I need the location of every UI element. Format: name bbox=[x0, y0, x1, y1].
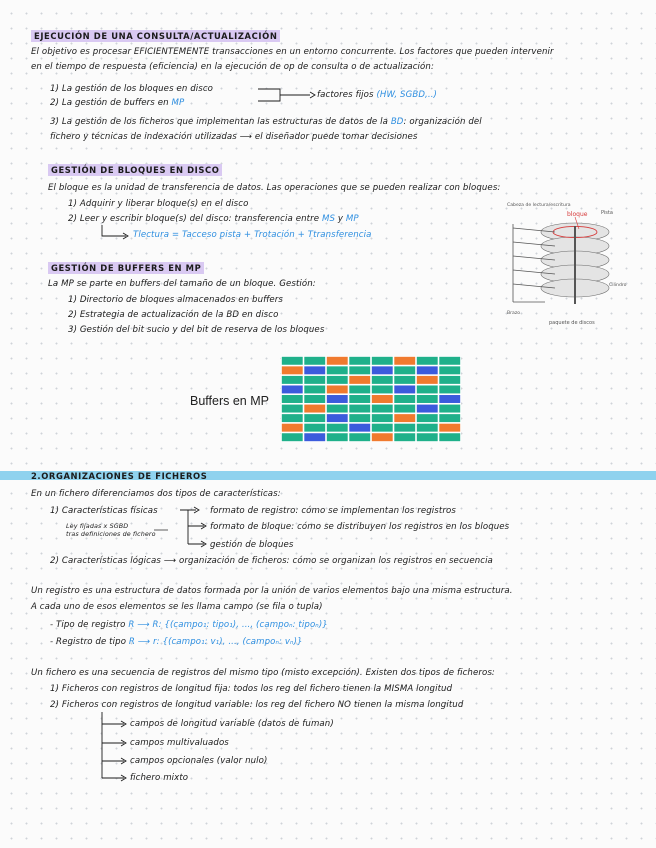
s4-paragraph-4: Un fichero es una secuencia de registros del mismo tipo (misto excepción). Existen dos tipos de ficheros: bbox=[31, 668, 495, 678]
buffer-cell bbox=[282, 366, 303, 374]
buffer-cell bbox=[304, 414, 325, 422]
buffer-cell bbox=[372, 414, 393, 422]
s1-factores bbox=[317, 90, 437, 101]
s1-item-2 bbox=[50, 98, 184, 109]
buffer-cell bbox=[394, 395, 415, 403]
buffer-cell bbox=[394, 366, 415, 374]
section-title-buffers: GESTIÓN DE BUFFERS EN MP bbox=[48, 262, 204, 274]
buffer-cell bbox=[304, 395, 325, 403]
buffer-cell bbox=[349, 424, 370, 432]
buffer-cell bbox=[394, 385, 415, 393]
disk-label-arm: Brazo bbox=[507, 311, 521, 316]
s1-factores-paren: (HW, SGBD,..) bbox=[376, 90, 438, 100]
buffer-cell bbox=[304, 385, 325, 393]
buffer-cell bbox=[349, 405, 370, 413]
buffer-cell bbox=[372, 424, 393, 432]
s4-var-mixto: fichero mixto bbox=[130, 773, 189, 783]
s1-item-3-bd: BD bbox=[390, 117, 404, 127]
buffer-cell bbox=[349, 357, 370, 365]
s4-formato-bloque: formato de bloque: cómo se distribuyen los registros en los bloques bbox=[210, 522, 510, 532]
buffer-cell bbox=[327, 424, 348, 432]
s2-item-2-y: y bbox=[337, 214, 344, 224]
s2-item-1: 1) Adquirir y liberar bloque(s) en el disco bbox=[68, 199, 249, 209]
buffer-cell bbox=[417, 376, 438, 384]
buffer-cell bbox=[304, 376, 325, 384]
s2-item-2-ms: MS bbox=[321, 214, 336, 224]
buffer-cell bbox=[304, 424, 325, 432]
buffer-cell bbox=[282, 376, 303, 384]
s4-var-opcionales: campos opcionales (valor nulo) bbox=[130, 756, 268, 766]
buffer-grid bbox=[281, 356, 461, 442]
s2-item-2-text: 2) Leer y escribir bloque(s) del disco: transferencia entre bbox=[68, 214, 320, 224]
disk-label-cyl: Cilindro bbox=[609, 283, 627, 288]
buffer-cell bbox=[349, 385, 370, 393]
buffer-cell bbox=[417, 366, 438, 374]
s3-item-1: 1) Directorio de bloques almacenados en buffers bbox=[68, 295, 283, 305]
disk-label-heads: Cabeza de lectura/escritura bbox=[507, 203, 571, 208]
s1-factores-label: factores fijos bbox=[317, 90, 374, 100]
buffer-cell bbox=[349, 366, 370, 374]
buffer-cell bbox=[439, 424, 460, 432]
s1-bracket-arrow bbox=[228, 84, 318, 108]
s4-item-logicas: 2) Características lógicas ⟶ organización de ficheros: cómo se organizan los registros en secuencia bbox=[50, 556, 493, 566]
s1-item-3 bbox=[50, 117, 482, 128]
buffer-cell bbox=[349, 414, 370, 422]
buffer-cell bbox=[439, 366, 460, 374]
buffer-cell bbox=[417, 424, 438, 432]
buffer-cell bbox=[327, 433, 348, 441]
s4-bracket bbox=[150, 506, 214, 550]
buffer-cell bbox=[349, 395, 370, 403]
disk-label-track: Pista bbox=[601, 210, 613, 216]
buffer-cell bbox=[372, 366, 393, 374]
buffer-cell bbox=[372, 405, 393, 413]
buffer-cell bbox=[304, 405, 325, 413]
buffer-cell bbox=[327, 414, 348, 422]
buffer-cell bbox=[327, 395, 348, 403]
buffer-cell bbox=[372, 433, 393, 441]
buffer-cell bbox=[417, 433, 438, 441]
buffer-cell bbox=[417, 405, 438, 413]
s1-item-3-cont: fichero y técnicas de indexación utilizadas ⟶ el diseñador puede tomar decisiones bbox=[50, 132, 418, 142]
s2-formula: Tlectura = Tacceso pista + Trotación + Ttransferencia bbox=[133, 230, 372, 240]
s4-registro-tipo bbox=[50, 637, 303, 648]
buffer-cell bbox=[349, 433, 370, 441]
buffer-cell bbox=[282, 385, 303, 393]
s1-item-3-tail: : organización del bbox=[403, 117, 482, 127]
buffer-cell bbox=[327, 366, 348, 374]
s4-var-multivaluados: campos multivaluados bbox=[130, 738, 229, 748]
s4-paragraph-2: Un registro es una estructura de datos formada por la unión de varios elementos bajo una misma estructura. bbox=[31, 586, 513, 596]
s3-paragraph: La MP se parte en buffers del tamaño de un bloque. Gestión: bbox=[48, 279, 316, 289]
buffer-cell bbox=[394, 414, 415, 422]
s4-fichero-fija: 1) Ficheros con registros de longitud fija: todos los reg del fichero tienen la MISMA longitud bbox=[50, 684, 453, 694]
disk-label-block: bloque bbox=[567, 211, 588, 218]
s1-item-2-mp: MP bbox=[171, 98, 185, 108]
buffer-cell bbox=[304, 366, 325, 374]
s1-paragraph-line2: en el tiempo de respuesta (eficiencia) en la ejecución de op de consulta o de actualización: bbox=[31, 62, 434, 72]
s4-paragraph-1: En un fichero diferenciamos dos tipos de características: bbox=[31, 489, 281, 499]
s3-item-2: 2) Estrategia de actualización de la BD en disco bbox=[68, 310, 279, 320]
buffers-caption: Buffers en MP bbox=[190, 394, 269, 408]
s1-item-1: 1) La gestión de los bloques en disco bbox=[50, 84, 214, 94]
s2-formula-arrow bbox=[98, 224, 132, 242]
buffer-cell bbox=[439, 414, 460, 422]
s4-registro-tipo-def: R ⟶ r: {(campo₁: v₁), ..., (campoₙ: vₙ)} bbox=[128, 637, 303, 647]
buffer-cell bbox=[282, 414, 303, 422]
buffer-cell bbox=[439, 395, 460, 403]
buffer-cell bbox=[282, 424, 303, 432]
s2-paragraph: El bloque es la unidad de transferencia de datos. Las operaciones que se pueden realizar con bloques: bbox=[48, 183, 501, 193]
disk-pack-diagram bbox=[505, 198, 629, 326]
buffer-cell bbox=[282, 433, 303, 441]
s4-variable-tree bbox=[98, 710, 132, 790]
s4-tipo-registro-def: R ⟶ R: {(campo₁: tipo₁), ..., (campoₙ: tipoₙ)} bbox=[128, 620, 328, 630]
buffer-cell bbox=[327, 376, 348, 384]
s4-registro-tipo-label: - Registro de tipo bbox=[50, 637, 127, 647]
s4-gestion-bloques: gestión de bloques bbox=[210, 540, 294, 550]
s4-fichero-variable: 2) Ficheros con registros de longitud variable: los reg del fichero NO tienen la misma longitud bbox=[50, 700, 464, 710]
section-title-bloques: GESTIÓN DE BLOQUES EN DISCO bbox=[48, 164, 222, 176]
section-title-ficheros: 2.ORGANIZACIONES DE FICHEROS bbox=[31, 471, 208, 481]
s1-paragraph-line1: El objetivo es procesar EFICIENTEMENTE transacciones en un entorno concurrente. Los factores que pueden intervenir bbox=[31, 47, 554, 57]
buffer-cell bbox=[372, 395, 393, 403]
buffer-cell bbox=[417, 357, 438, 365]
s1-item-2-text: 2) La gestión de buffers en bbox=[50, 98, 169, 108]
buffer-cell bbox=[372, 376, 393, 384]
s4-formato-registro: formato de registro: cómo se implementan los registros bbox=[210, 506, 456, 516]
buffer-cell bbox=[327, 405, 348, 413]
s4-note-2: tras definiciones de fichero bbox=[66, 530, 156, 538]
buffer-cell bbox=[394, 405, 415, 413]
s4-paragraph-3: A cada uno de esos elementos se les llama campo (se fila o tupla) bbox=[31, 602, 323, 612]
s2-item-2-mp: MP bbox=[345, 214, 359, 224]
s4-note-1: Ley fijadas x SGBD bbox=[66, 522, 129, 530]
buffer-cell bbox=[327, 385, 348, 393]
buffer-cell bbox=[304, 433, 325, 441]
disk-label-pack: paquete de discos bbox=[549, 320, 595, 326]
buffer-cell bbox=[372, 385, 393, 393]
s4-var-longitud: campos de longitud variable (datos de fuman) bbox=[130, 719, 334, 729]
buffer-cell bbox=[439, 433, 460, 441]
buffer-cell bbox=[327, 357, 348, 365]
section-title-ejecucion: EJECUCIÓN DE UNA CONSULTA/ACTUALIZACIÓN bbox=[31, 30, 280, 42]
buffer-cell bbox=[349, 376, 370, 384]
buffer-cell bbox=[394, 357, 415, 365]
buffer-cell bbox=[394, 376, 415, 384]
buffer-cell bbox=[417, 395, 438, 403]
buffer-cell bbox=[372, 357, 393, 365]
buffer-cell bbox=[394, 424, 415, 432]
s1-item-3-text: 3) La gestión de los ficheros que implementan las estructuras de datos de la bbox=[50, 117, 388, 127]
buffer-cell bbox=[439, 376, 460, 384]
buffer-cell bbox=[394, 433, 415, 441]
buffer-cell bbox=[304, 357, 325, 365]
buffer-cell bbox=[417, 414, 438, 422]
buffer-cell bbox=[282, 395, 303, 403]
buffer-cell bbox=[439, 357, 460, 365]
buffer-cell bbox=[417, 385, 438, 393]
buffer-cell bbox=[439, 385, 460, 393]
buffer-cell bbox=[282, 405, 303, 413]
s3-item-3: 3) Gestión del bit sucio y del bit de reserva de los bloques bbox=[68, 325, 325, 335]
buffer-cell bbox=[439, 405, 460, 413]
buffer-cell bbox=[282, 357, 303, 365]
s4-tipo-registro bbox=[50, 620, 328, 631]
s4-item-fisicas: 1) Características físicas bbox=[50, 506, 158, 516]
s4-tipo-registro-label: - Tipo de registro bbox=[50, 620, 126, 630]
